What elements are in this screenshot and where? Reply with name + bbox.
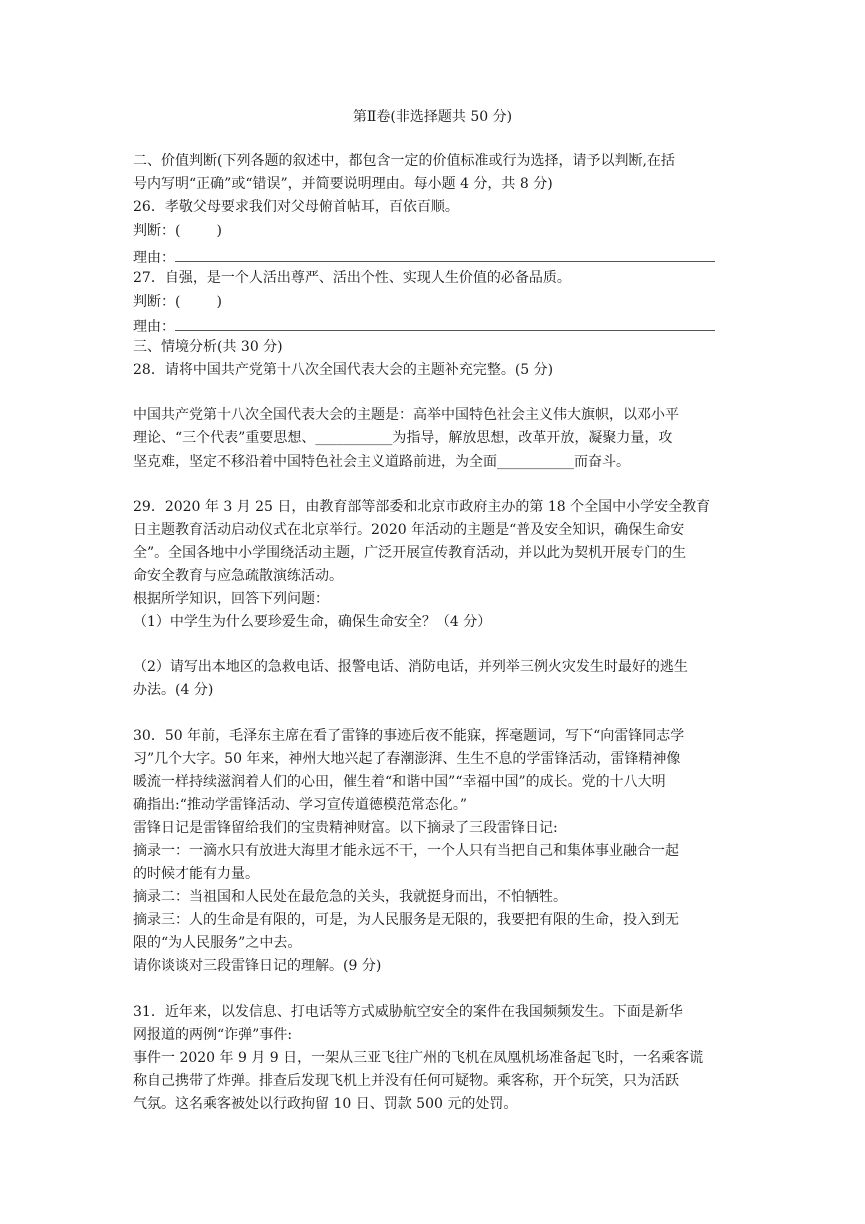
q31-line3: 事件一 2020 年 9 月 9 日，一架从三亚飞往广州的飞机在凤凰机场准备起飞时，一名乘客谎 xyxy=(133,1050,704,1066)
q26-judgement xyxy=(133,221,733,241)
q31-line1: 31．近年来，以发信息、打电话等方式威胁航空安全的案件在我国频频发生。下面是新华 xyxy=(133,1004,683,1020)
q31-line2: 网报道的两例“诈弹”事件: xyxy=(133,1027,293,1043)
q30-line9: 摘录三：人的生命是有限的，可是，为人民服务是无限的，我要把有限的生命，投入到无 xyxy=(133,912,679,928)
q29-line4: 命安全教育与应急疏散演练活动。 xyxy=(133,568,343,584)
q29-line2: 日主题教育活动启动仪式在北京举行。2020 年活动的主题是“普及安全知识，确保生命安 xyxy=(133,522,685,538)
q28-text-line3: 坚克难，坚定不移沿着中国特色社会主义道路前进，为全面___________而奋斗。 xyxy=(133,454,630,470)
q30-line6: 摘录一：一滴水只有放进大海里才能永远不干，一个人只有当把自己和集体事业融合一起 xyxy=(133,843,679,859)
q30-line2: 习”几个大字。50 年来，神州大地兴起了春潮澎湃、生生不息的学雷锋活动，雷锋精神像 xyxy=(133,751,681,767)
q27-reason xyxy=(133,316,733,336)
section2-title-line1: 二、价值判断(下列各题的叙述中，都包含一定的价值标准或行为选择，请予以判断,在括 xyxy=(133,153,675,169)
q30-line7: 的时候才能有力量。 xyxy=(133,866,259,882)
q31-line5: 气氛。这名乘客被处以行政拘留 10 日、罚款 500 元的处罚。 xyxy=(133,1096,518,1112)
reason-answer-line[interactable] xyxy=(175,316,715,331)
section2-title-line2: 号内写明“正确”或“错误”，并简要说明理由。每小题 4 分，共 8 分) xyxy=(133,176,553,192)
reason-label: 理由： xyxy=(133,250,175,266)
q26-reason xyxy=(133,247,733,267)
judge-label: 判断：( xyxy=(133,223,181,239)
q29-line3: 全”。全国各地中小学围绕活动主题，广泛开展宣传教育活动，并以此为契机开展专门的生 xyxy=(133,545,687,561)
q29-sub2-line2: 办法。(4 分) xyxy=(133,682,214,698)
judge-label: 判断：( xyxy=(133,294,181,310)
question-28-stem: 28．请将中国共产党第十八次全国代表大会的主题补充完整。(5 分) xyxy=(133,362,554,378)
judge-close: ) xyxy=(216,223,222,239)
reason-answer-line[interactable] xyxy=(175,247,715,262)
q28-text-line2: 理论、“三个代表”重要思想、___________为指导，解放思想，改革开放，凝聚力量，攻 xyxy=(133,430,673,446)
q30-line10: 限的“为人民服务”之中去。 xyxy=(133,935,302,951)
question-27: 27．自强，是一个人活出尊严、活出个性、实现人生价值的必备品质。 xyxy=(133,270,571,286)
q30-line4: 确指出:“推动学雷锋活动、学习宣传道德模范常态化。” xyxy=(133,797,468,813)
q30-line5: 雷锋日记是雷锋留给我们的宝贵精神财富。以下摘录了三段雷锋日记: xyxy=(133,820,558,836)
q30-line11: 请你谈谈对三段雷锋日记的理解。(9 分) xyxy=(133,958,382,974)
q29-sub1: （1）中学生为什么要珍爱生命，确保生命安全？（4 分） xyxy=(133,614,492,630)
q30-line8: 摘录二：当祖国和人民处在最危急的关头，我就挺身而出，不怕牺牲。 xyxy=(133,889,567,905)
q31-line4: 称自己携带了炸弹。排查后发现飞机上并没有任何可疑物。乘客称，开个玩笑，只为活跃 xyxy=(133,1073,679,1089)
section3-title: 三、情境分析(共 30 分) xyxy=(133,339,283,355)
reason-label: 理由： xyxy=(133,319,175,335)
q27-judgement xyxy=(133,292,733,312)
q30-line1: 30．50 年前，毛泽东主席在看了雷锋的事迹后夜不能寐，挥毫题词，写下“向雷锋同志学 xyxy=(133,728,685,744)
question-26: 26．孝敬父母要求我们对父母俯首帖耳，百依百顺。 xyxy=(133,199,459,215)
q28-text-line1: 中国共产党第十八次全国代表大会的主题是：高举中国特色社会主义伟大旗帜，以邓小平 xyxy=(133,407,679,423)
q29-line5: 根据所学知识，回答下列问题： xyxy=(133,591,329,607)
judge-close: ) xyxy=(216,294,222,310)
q29-line1: 29．2020 年 3 月 25 日，由教育部等部委和北京市政府主办的第 18 个全国中小学安全教育 xyxy=(133,499,711,515)
q29-sub2-line1: （2）请写出本地区的急救电话、报警电话、消防电话，并列举三例火灾发生时最好的逃生 xyxy=(133,659,688,675)
q30-line3: 暖流一样持续滋润着人们的心田，催生着“和谐中国”“幸福中国”的成长。党的十八大明 xyxy=(133,774,666,790)
page-title: 第Ⅱ卷(非选择题共 50 分) xyxy=(352,109,513,125)
